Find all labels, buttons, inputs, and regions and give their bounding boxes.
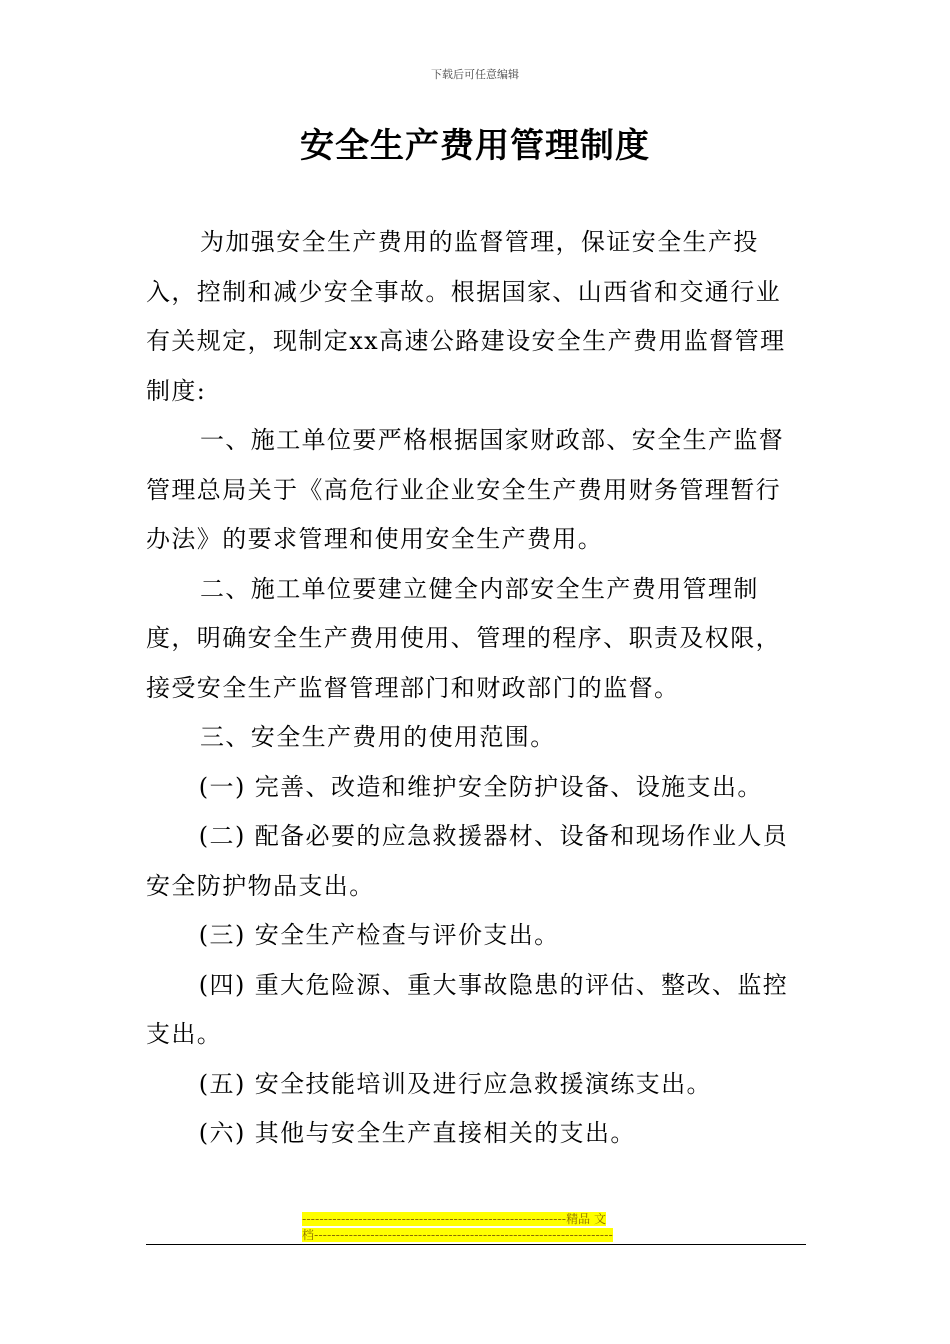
header-note: 下载后可任意编辑: [431, 68, 519, 81]
list-item-5: (五) 安全技能培训及进行应急救援演练支出。: [198, 1069, 712, 1098]
paragraph-section-3: 三、安全生产费用的使用范围。: [200, 723, 556, 751]
footer-line-2: 档---------------------------------------------------------------------: [302, 1228, 613, 1242]
document-title: 安全生产费用管理制度: [300, 126, 650, 166]
list-item-1: (一) 完善、改造和维护安全防护设备、设施支出。: [198, 772, 763, 801]
paragraph-section-2: 二、施工单位要建立健全内部安全生产费用管理制度，明确安全生产费用使用、管理的程序、职责及权限，接受安全生产监督管理部门和财政部门的监督。: [146, 574, 781, 702]
list-item-4: (四) 重大危险源、重大事故隐患的评估、整改、监控支出。: [146, 970, 789, 1048]
list-item-3: (三) 安全生产检查与评价支出。: [198, 921, 560, 949]
paragraph-intro: 为加强安全生产费用的监督管理，保证安全生产投入，控制和减少安全事故。根据国家、山西省和交通行业有关规定，现制定xx高速公路建设安全生产费用监督管理制度:: [146, 228, 786, 405]
footer-line-1: -------------------------------------------------------------精品 文: [302, 1212, 606, 1226]
paragraph-section-1: 一、施工单位要严格根据国家财政部、安全生产监督管理总局关于《高危行业企业安全生产费用财务管理暂行办法》的要求管理和使用安全生产费用。: [146, 426, 785, 553]
list-item-2: (二) 配备必要的应急救援器材、设备和现场作业人员安全防护物品支出。: [146, 822, 789, 900]
footer-divider: [146, 1244, 806, 1245]
footer-watermark: [302, 1211, 648, 1243]
document-body: [146, 218, 806, 1159]
list-item-6: (六) 其他与安全生产直接相关的支出。: [198, 1119, 636, 1147]
